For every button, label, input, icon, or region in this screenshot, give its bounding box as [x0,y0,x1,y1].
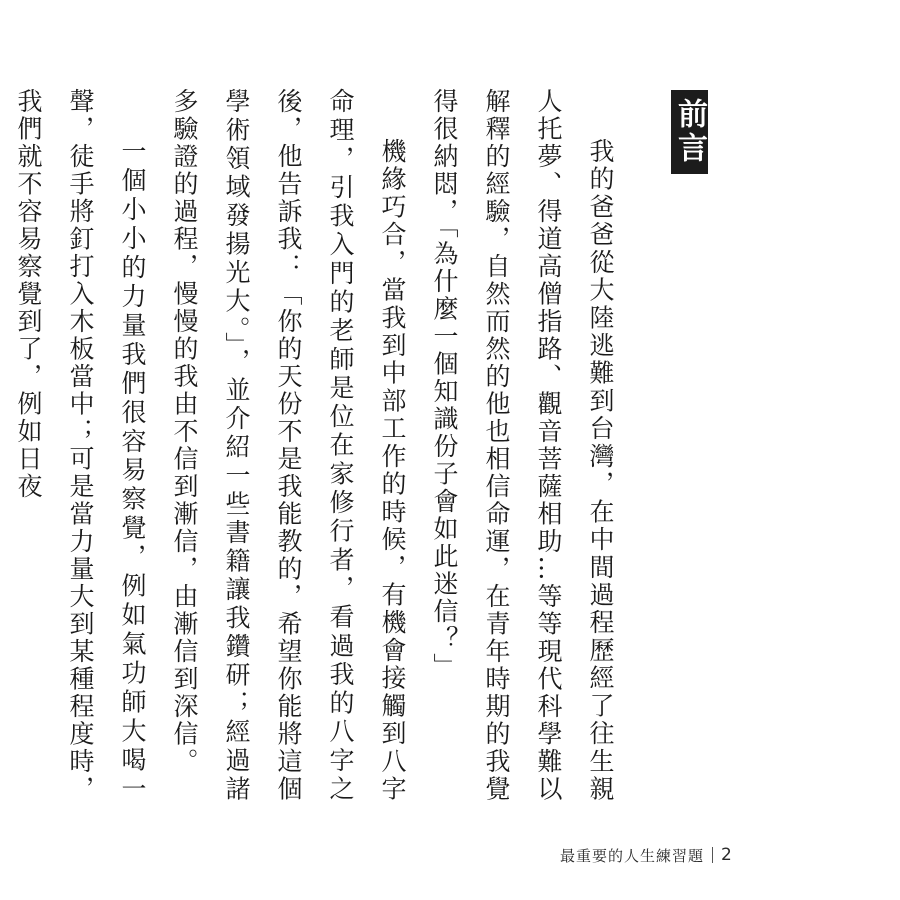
page-footer [560,843,732,867]
paragraph: 我的爸爸從大陸逃難到台灣，在中間過程歷經了往生親人托夢、得道高僧指路、觀音菩薩相助…等等現代科學難以解釋的經驗，自然而然的他也相信命運，在青年時期的我覺得很納悶，「為什麼一個知識份子會如此迷信？」 [430,88,615,803]
body-text [14,88,626,803]
chapter-heading: 前言 [671,90,708,174]
paragraph: 一個小小的力量我們很容易察覺，例如氣功師大喝一聲，徒手將釘打入木板當中；可是當力量大到某種程度時，我們就不容易察覺到了，例如日夜 [14,88,147,803]
footer-divider [712,847,713,863]
paragraph: 機緣巧合，當我到中部工作的時候，有機會接觸到八字命理，引我入門的老師是位在家修行者，看過我的八字之後，他告訴我：「你的天份不是我能教的，希望你能將這個學術領域發揚光大。」，並介紹一些書籍讓我鑽研；經過諸多驗證的過程，慢慢的我由不信到漸信，由漸信到深信。 [170,88,407,803]
running-title: 最重要的人生練習題 [560,846,705,865]
page-number: 2 [721,845,732,865]
